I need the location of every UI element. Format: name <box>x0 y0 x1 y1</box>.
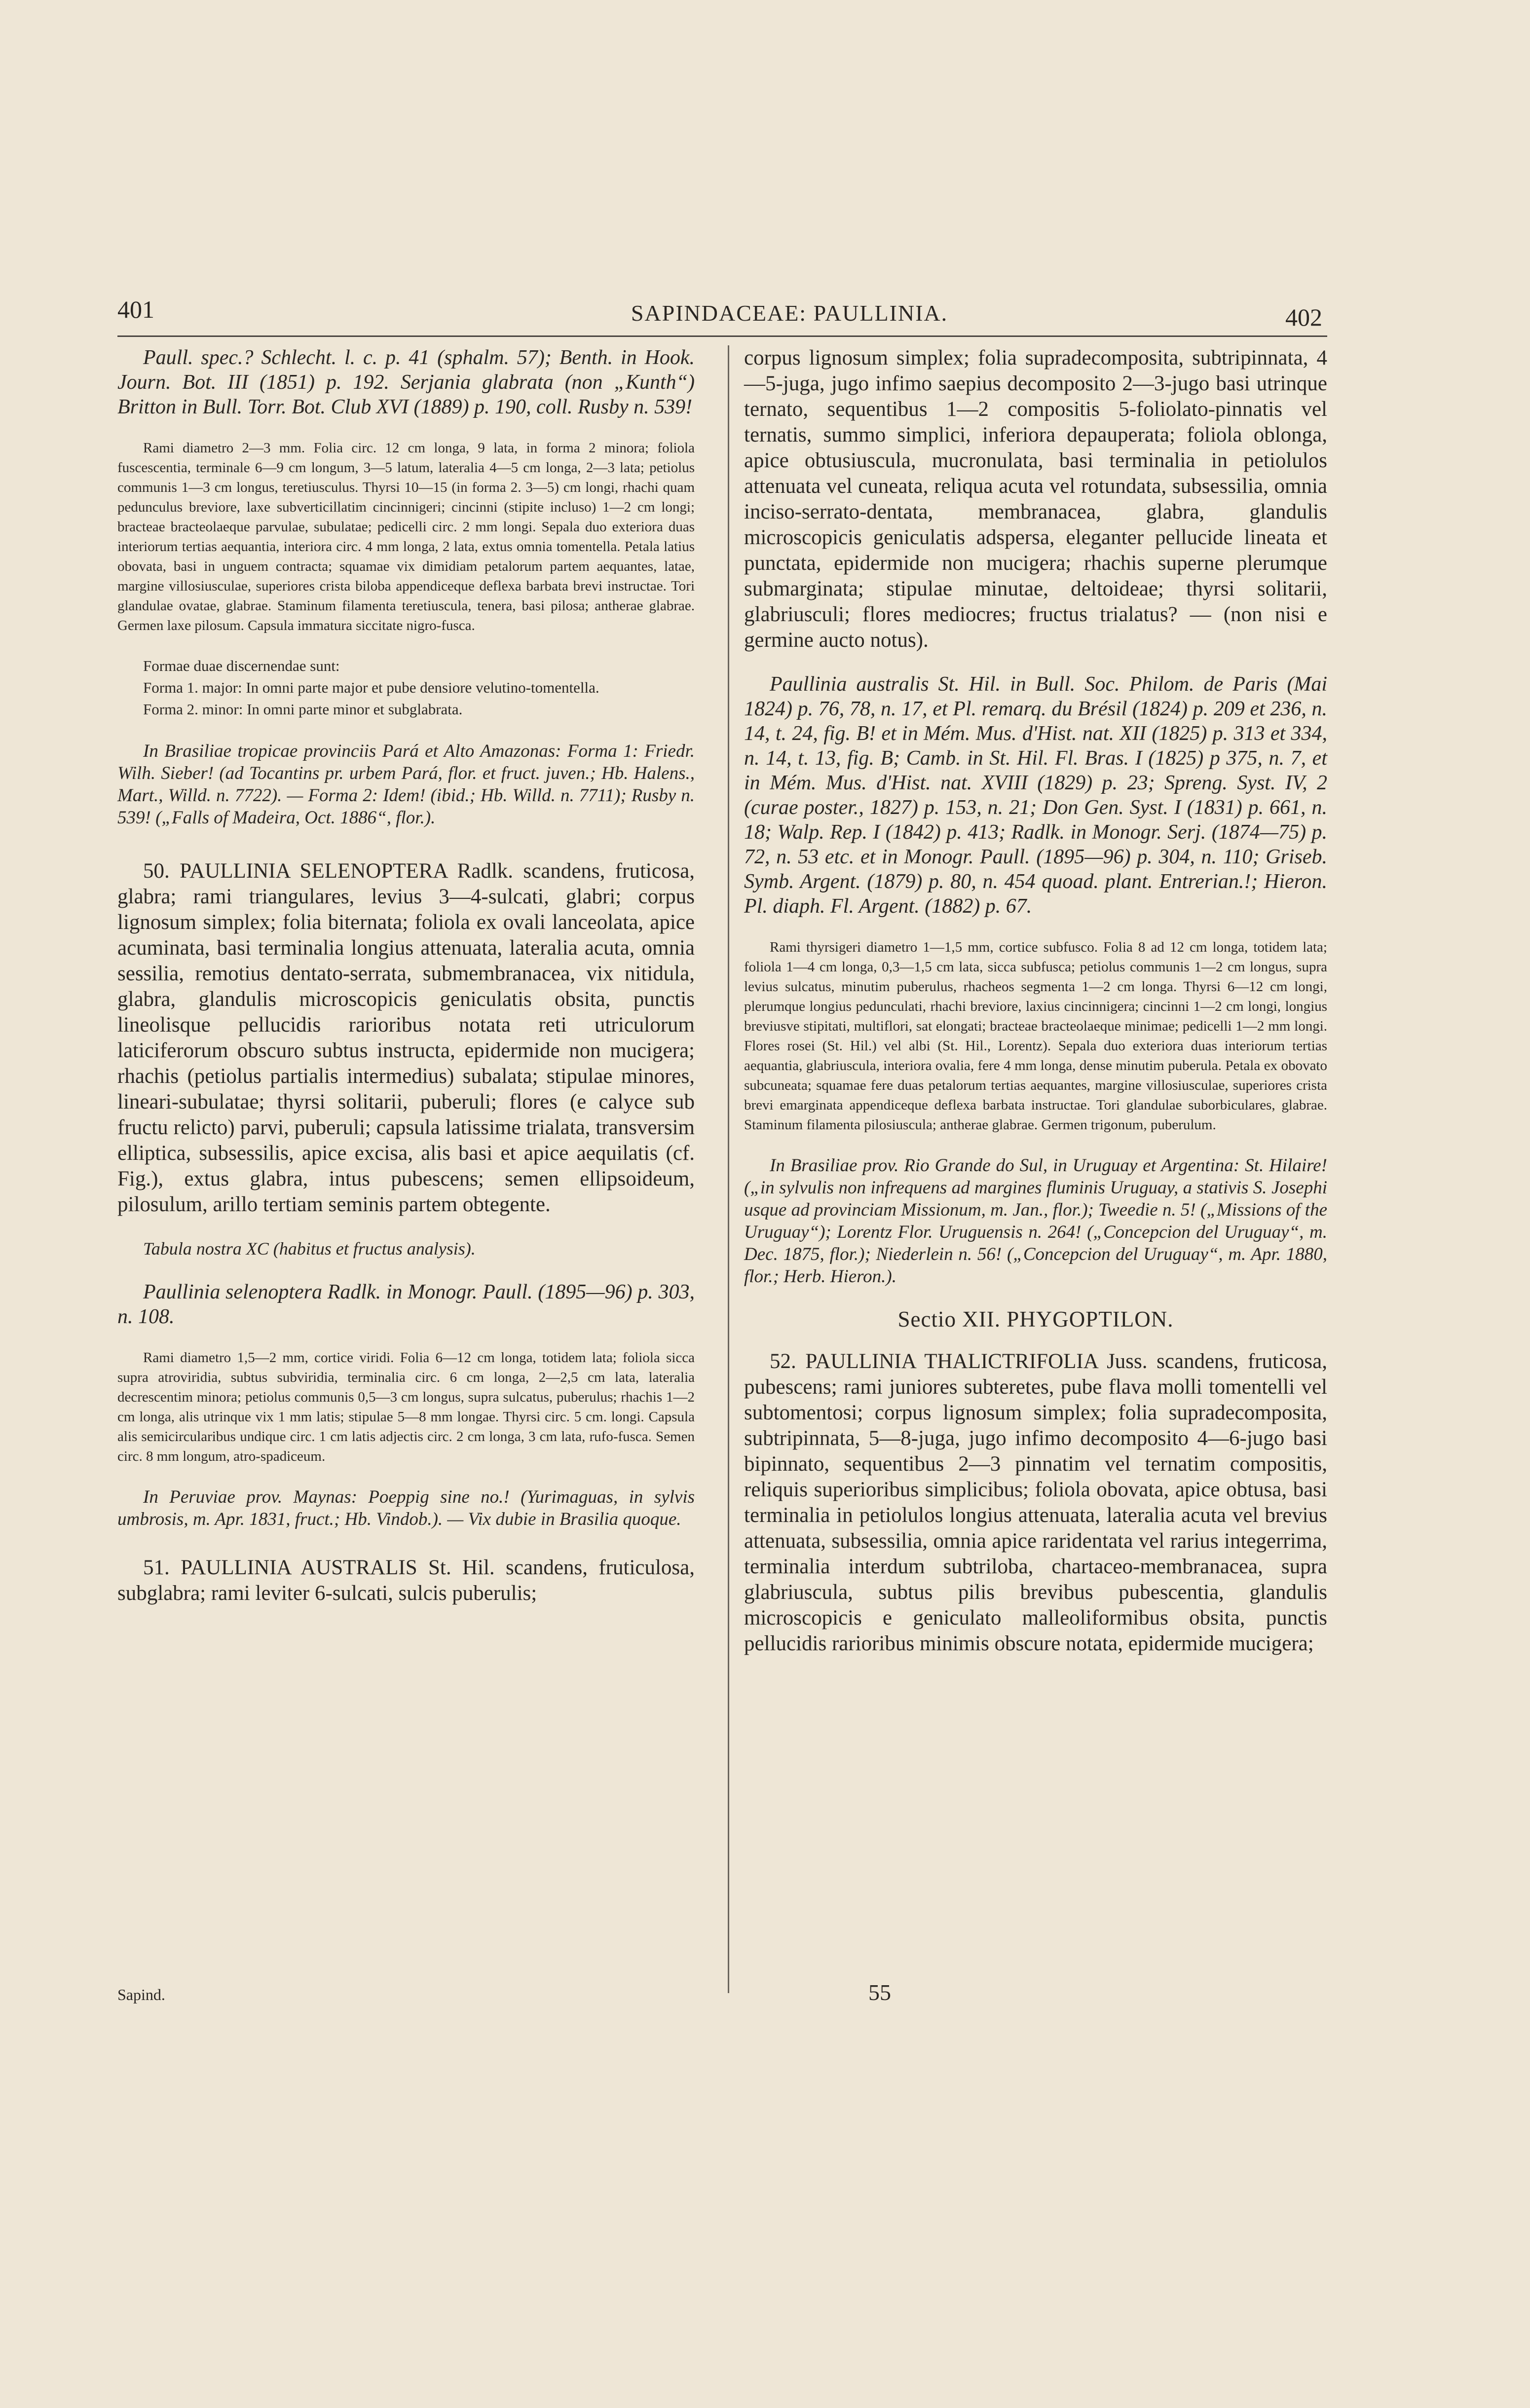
forms-intro: Formae duae discernendae sunt: <box>143 657 340 674</box>
species-51-continuation: corpus lignosum simplex; folia supradecomposita, subtripinnata, 4—5-juga, jugo infimo saepius decomposito 2—3-jugo basi utrinque ternato, sequentibus 1—2 compositis 5-foliolato-pinnatis vel ternatis, summo simplici, inferiora depauperata; foliola oblonga, apice obtusiuscula, mucronulata, basi terminalia in petiolulos attenuata vel cuneata, reliqua acuta vel rotundata, subsessilia, omnia inciso-serrato-dentata, membranacea, glabra, glandulis microscopicis geniculatis adspersa, eleganter pellucide lineata et punctata, epidermide non mucigera; rhachis superne plerumque submarginata; stipulae minutae, deltoideae; thyrsi solitarii, glabriusculi; flores mediocres; fructus trialatus? — (non nisi e germine aucto notus). <box>744 346 1327 652</box>
distribution-block: In Brasiliae tropicae provinciis Pará et Alto Amazonas: Forma 1: Friedr. Wilh. Sieber! (ad Tocantins pr. urbem Pará, flor. et fruct. juven.; Hb. Halens., Mart., Willd. n. 7722). — Forma 2: Idem! (ibid.; Hb. Willd. n. 7711); Rusby n. 539! („Falls of Madeira, Oct. 1886“, flor.). <box>117 741 695 828</box>
species-52-description: 52. PAULLINIA THALICTRIFOLIA Juss. scandens, fruticosa, pubescens; rami juniores subteretes, pube flava molli tomentelli vel subtomentosi; corpus lignosum simplex; folia supradecomposita, subtripinnata, 5—8-juga, jugo infimo decomposito 4—6-jugo basi bipinnato, sequentibus 2—3 pinnatim vel ternatim compositis, reliquis superioribus simplicibus; foliola obovata, apice obtusa, basi terminalia in petiolulos longius attenuata, lateralia acuta vel brevius attenuata, subsessilia, omnia apice raridentata vel rarius integerrima, terminalia interdum subtriloba, chartaceo-membranacea, supra glabriuscula, subtus pilis brevibus pubescentia, glandulis microscopicis e geniculato malleoliformibus obsita, punctis pellucidis rarioribus minimis obscure notata, epidermide mucigera; <box>744 1350 1327 1655</box>
page-number-left: 401 <box>117 296 154 323</box>
right-column <box>744 345 1327 1675</box>
description-block: Rami diametro 2—3 mm. Folia circ. 12 cm longa, 9 lata, in forma 2 minora; foliola fuscescentia, terminale 6—9 cm longum, 3—5 latum, lateralia 4—5 cm longa, 2—3 lata; petiolus communis 1—3 cm longus, teretiusculus. Thyrsi 10—15 (in forma 2. 3—5) cm longi, rhachi quam pedunculus breviore, laxe subverticillatim cincinnigeri; cincinni (stipite incluso) 1—2 cm longi; bracteae bracteolaeque parvulae, subulatae; pedicelli circ. 2 mm longi. Sepala duo exteriora duas interiorum tertias aequantia, interiora circ. 4 mm longa, 2 lata, extus omnia tomentella. Petala latius obovata, basi in unguem contracta; squamae vix dimidiam petalorum partem aequantes, latae, margine villosiusculae, superiores crista biloba appendiceque deflexa barbata brevi instructae. Tori glandulae ovatae, glabrae. Staminum filamenta teretiuscula, tenera, basi pilosa; antherae glabrae. Germen laxe pilosum. Capsula immatura siccitate nigro-fusca. <box>117 440 695 633</box>
species-51-start: 51. PAULLINIA AUSTRALIS St. Hil. scandens, fruticulosa, subglabra; rami leviter 6-sulcati, sulcis puberulis; <box>117 1556 695 1605</box>
form-2: Forma 2. minor: In omni parte minor et subglabrata. <box>143 701 463 718</box>
left-column <box>117 345 695 1625</box>
signature-mark: Sapind. <box>117 1986 165 2003</box>
section-heading: Sectio XII. PHYGOPTILON. <box>897 1307 1174 1332</box>
form-1: Forma 1. major: In omni parte major et pube densiore velutino-tomentella. <box>143 679 599 696</box>
species-50-details: Rami diametro 1,5—2 mm, cortice viridi. Folia 6—12 cm longa, totidem lata; foliola sicca supra atroviridia, subtus subviridia, terminalia circ. 6 cm longa, 2—2,5 cm lata, lateralia decrescentim minora; petiolus communis 0,5—3 cm longus, supra sulcatus, puberulus; rhachis 1—2 cm longa, alis utrinque vix 1 mm latis; stipulae 5—8 mm longae. Thyrsi circ. 5 cm. longi. Capsula alis semicircularibus undique circ. 1 cm latis adjectis circ. 2 cm longa, 3 cm lata, rufo-fusca. Semen circ. 8 mm longum, atro-spadiceum. <box>117 1350 695 1464</box>
column-divider <box>728 345 729 1993</box>
species-50-citation: Paullinia selenoptera Radlk. in Monogr. Paull. (1895—96) p. 303, n. 108. <box>117 1281 695 1328</box>
species-51-details: Rami thyrsigeri diametro 1—1,5 mm, cortice subfusco. Folia 8 ad 12 cm longa, totidem lata; foliola 1—4 cm longa, 0,3—1,5 cm lata, sicca subfusca; petiolus communis 1—2 cm longus, supra levius sulcatus, minutim puberulus, rhacheos segmenta 1—2 cm longa. Thyrsi 6—12 cm longi, plerumque longius pedunculati, rhachi breviore, laxius cincinnigera; cincinni 1—2 cm longi, longius breviusve stipitati, multiflori, sat elongati; bracteae bracteolaeque minimae; pedicelli 1—2 mm longi. Flores rosei (St. Hil.) vel albi (St. Hil., Lorentz). Sepala duo exteriora duas interiorum tertias aequantia, glabriuscula, interiora ovalia, fere 4 mm longa, dense minutim puberula. Petala ex obovato subcuneata; squamae fere duas petalorum tertias aequantes, margine villosiusculae, superiores crista brevi emarginata appendiceque deflexa barbata instructae. Tori glandulae suborbiculares, glabrae. Staminum filamenta pilosiuscula; antherae glabrae. Germen trigonum, puberulum. <box>744 939 1327 1133</box>
sheet-number: 55 <box>868 1980 891 2005</box>
species-50-distribution: In Peruviae prov. Maynas: Poeppig sine no.! (Yurimaguas, in sylvis umbrosis, m. Apr. 1831, fruct.; Hb. Vindob.). — Vix dubie in Brasilia quoque. <box>117 1487 695 1529</box>
page-number-right: 402 <box>1285 303 1322 331</box>
species-50-description: 50. PAULLINIA SELENOPTERA Radlk. scandens, fruticosa, glabra; rami triangulares, levius 3—4-sulcati, glabri; corpus lignosum simplex; folia biternata; foliola ex ovali lanceolata, apice acuminata, basi terminalia longius attenuata, lateralia acuta, omnia sessilia, remotius dentato-serrata, submembranacea, vix nitidula, glabra, glandulis microscopicis geniculatis obsita, punctis lineolisque pellucidis rarioribus notata reti utriculorum laticiferorum obscuro subtus instructa, epidermide non mucigera; rhachis (petiolus partialis intermedius) subalata; stipulae minores, lineari-subulatae; thyrsi solitarii, puberuli; flores (e calyce sub fructu relicto) parvi, puberuli; capsula latissime trialata, transversim elliptica, subsessilis, apice excisa, alis basi et apice aequilatis (cf. Fig.), extus glabra, intus pubescens; semen ellipsoideum, pilosulum, arillo tertiam seminis partem obtegente. <box>117 859 695 1216</box>
citation-block: Paull. spec.? Schlecht. l. c. p. 41 (sphalm. 57); Benth. in Hook. Journ. Bot. III (1851) p. 192. Serjania glabrata (non „Kunth“) Britton in Bull. Torr. Bot. Club XVI (1889) p. 190, coll. Rusby n. 539! <box>117 346 695 418</box>
species-51-citation: Paullinia australis St. Hil. in Bull. Soc. Philom. de Paris (Mai 1824) p. 76, 78, n. 17, et Pl. remarq. du Brésil (1824) p. 209 et 236, n. 14, t. 24, fig. B! et in Mém. Mus. d'Hist. nat. XII (1825) p. 313 et 334, n. 14, t. 13, fig. B; Camb. in St. Hil. Fl. Bras. I (1825) p 375, n. 7, et in Mém. Mus. d'Hist. nat. XVIII (1829) p. 23; Spreng. Syst. IV, 2 (curae poster., 1827) p. 153, n. 21; Don Gen. Syst. I (1831) p. 661, n. 18; Walp. Rep. I (1842) p. 413; Radlk. in Monogr. Serj. (1874—75) p. 72, n. 53 etc. et in Monogr. Paull. (1895—96) p. 304, n. 110; Griseb. Symb. Argent. (1879) p. 80, n. 454 quoad. plant. Entrerian.!; Hieron. Pl. diaph. Fl. Argent. (1882) p. 67. <box>744 673 1327 918</box>
species-51-distribution: In Brasiliae prov. Rio Grande do Sul, in Uruguay et Argentina: St. Hilaire! („in sylvulis non infrequens ad margines fluminis Uruguay, a stativis S. Josephi usque ad provinciam Missionum, m. Jan., flor.); Tweedie n. 5! („Missions of the Uruguay“); Lorentz Flor. Uruguensis n. 264! („Concepcion del Uruguay“, m. Dec. 1875, flor.); Niederlein n. 56! („Concepcion del Uruguay“, m. Apr. 1880, flor.; Herb. Hieron.). <box>744 1155 1327 1287</box>
forms-block <box>117 655 695 720</box>
plate-reference: Tabula nostra XC (habitus et fructus analysis). <box>143 1239 476 1259</box>
running-title: SAPINDACEAE: PAULLINIA. <box>631 300 948 326</box>
header-rule <box>117 335 1327 337</box>
